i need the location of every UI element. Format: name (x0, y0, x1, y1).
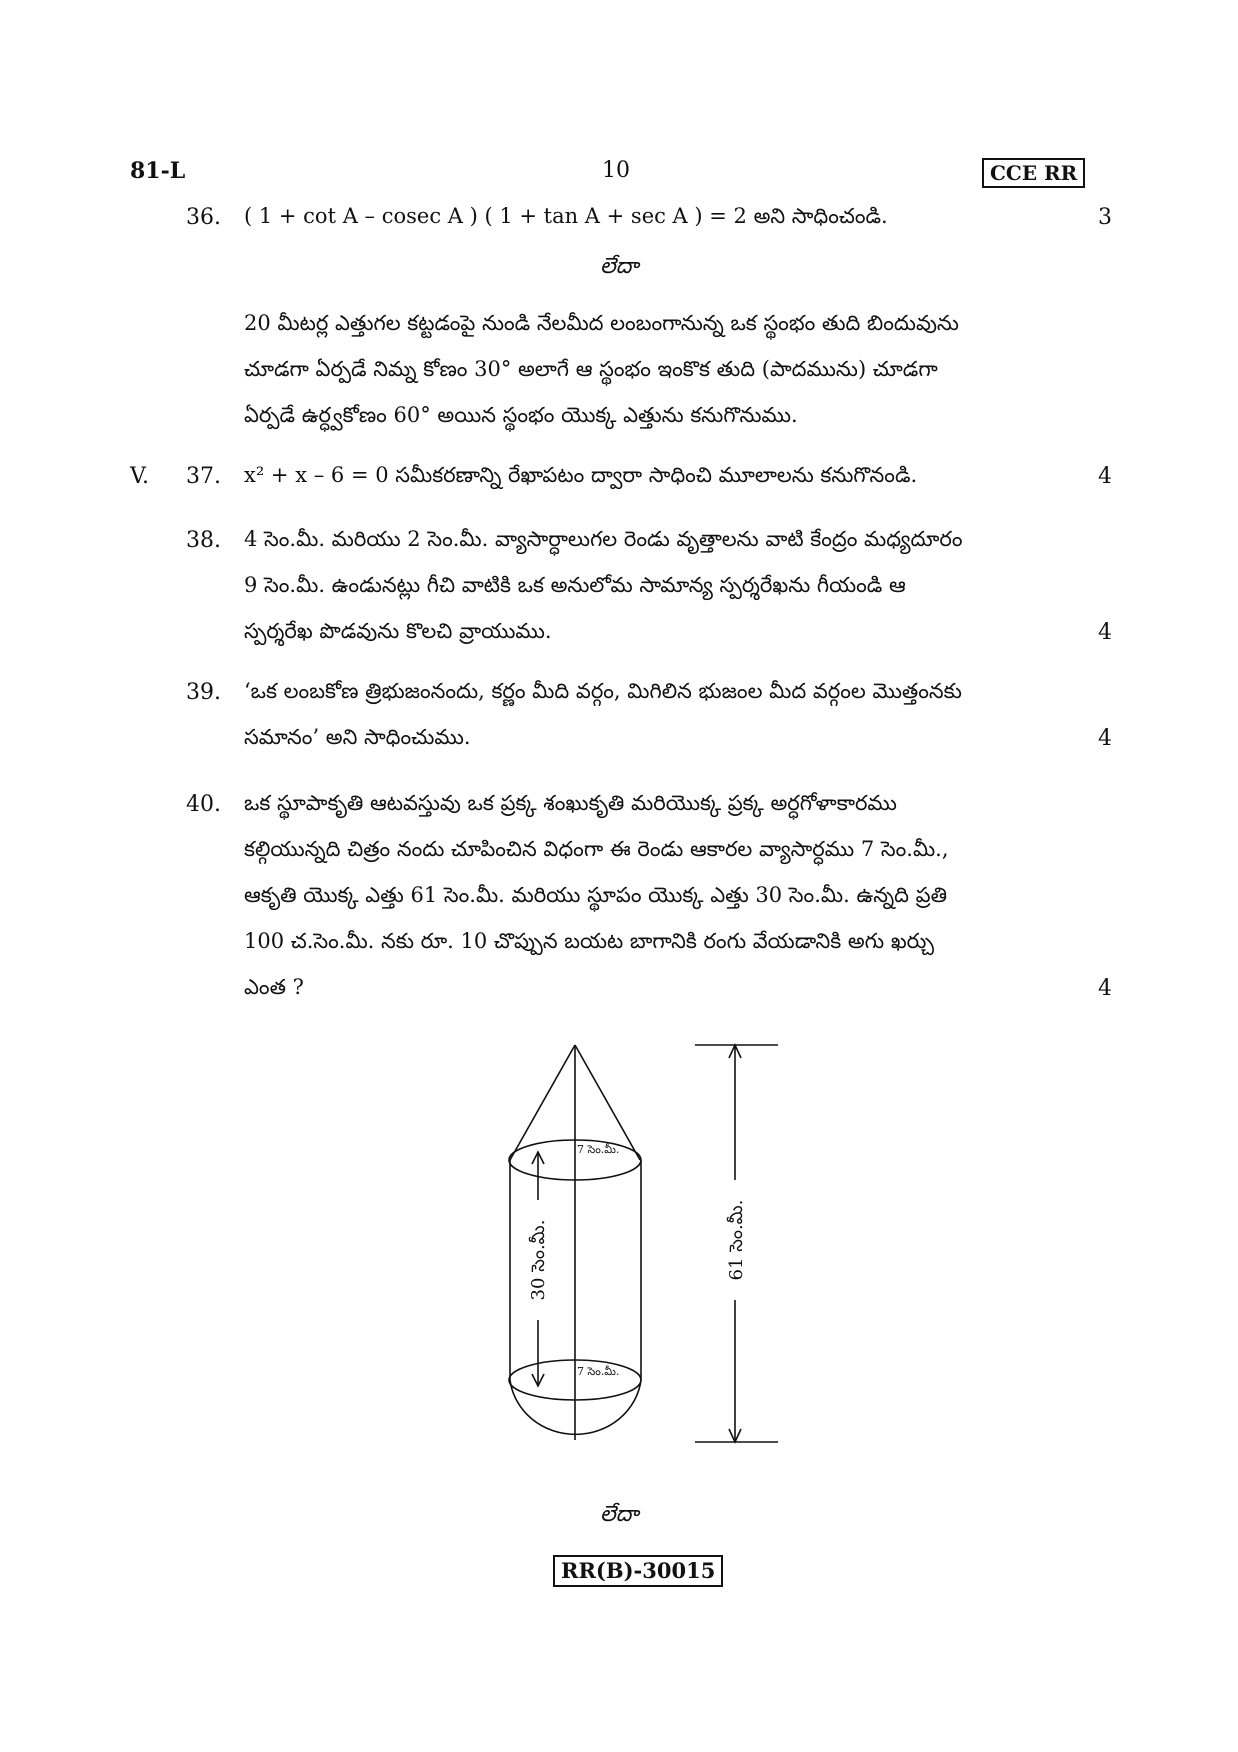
question-36-alt-line3: ఏర్పడే ఉర్ధ్వకోణం 60° అయిన స్థంభం యొక్క ఎత్తును కనుగొనుము. (244, 403, 798, 427)
question-36-alt-line2: చూడగా ఏర్పడే నిమ్న కోణం 30° అలాగే ఆ స్థంభం ఇంకొక తుది (పాదమును) చూడగా (244, 357, 938, 381)
series-box: CCE RR (982, 158, 1085, 188)
paper-code: 81-L (130, 158, 186, 184)
question-40-line3: ఆకృతి యొక్క ఎత్తు 61 సెం.మీ. మరియు స్థూపం యొక్క ఎత్తు 30 సెం.మీ. ఉన్నది ప్రతి (244, 883, 948, 907)
footer-code-box: RR(B)-30015 (553, 1555, 723, 1587)
question-39-line1: ‘ఒక లంబకోణ త్రిభుజంనందు, కర్ణం మీది వర్గం, మిగిలిన భుజంల మీద వర్గంల మొత్తంనకు (244, 679, 962, 703)
question-40-line5: ఎంత ? (244, 975, 304, 999)
question-40-line2: కల్గియున్నది చిత్రం నందు చూపించిన విధంగా ఈ రెండు ఆకారల వ్యాసార్ధము 7 సెం.మీ., (244, 837, 949, 861)
bottom-or-label: లేదా (600, 1502, 639, 1527)
page-number: 10 (602, 158, 630, 183)
question-40-number: 40. (186, 792, 221, 817)
radius-label-top: 7 సెం.మీ. (577, 1143, 620, 1156)
total-height-label: 61 సెం.మీ. (726, 1199, 747, 1281)
question-38-marks: 4 (1098, 620, 1112, 645)
question-39-marks: 4 (1098, 726, 1112, 751)
question-38-line3: స్పర్శరేఖ పొడవును కొలచి వ్రాయుము. (244, 619, 552, 643)
question-36-marks: 3 (1098, 205, 1112, 230)
toy-figure (480, 1030, 810, 1470)
question-38-line2: 9 సెం.మీ. ఉండునట్లు గీచి వాటికి ఒక అనులోమ సామాన్య స్పర్శరేఖను గీయండి ఆ (244, 573, 906, 597)
question-37-number: 37. (186, 464, 221, 489)
question-39-number: 39. (186, 680, 221, 705)
question-37-marks: 4 (1098, 464, 1112, 489)
question-36-alt-line1: 20 మీటర్ల ఎత్తుగల కట్టడంపై నుండి నేలమీద లంబంగానున్న ఒక స్థంభం తుది బిందువును (244, 311, 959, 335)
question-36-text: ( 1 + cot A – cosec A ) ( 1 + tan A + sec A ) = 2 అని సాధించండి. (244, 204, 888, 228)
question-40-line1: ఒక స్థూపాకృతి ఆటవస్తువు ఒక ప్రక్క శంఖుకృతి మరియొక్క ప్రక్క అర్ధగోళాకారము (244, 791, 897, 815)
section-label: V. (130, 464, 150, 489)
question-39-line2: సమానం’ అని సాధించుము. (244, 725, 471, 749)
question-40-marks: 4 (1098, 976, 1112, 1001)
question-38-number: 38. (186, 528, 221, 553)
question-37-text: x² + x – 6 = 0 సమీకరణాన్ని రేఖాపటం ద్వారా సాధించి మూలాలను కనుగొనండి. (244, 463, 918, 487)
question-36-number: 36. (186, 205, 221, 230)
question-40-line4: 100 చ.సెం.మీ. నకు రూ. 10 చొప్పున బయట బాగానికి రంగు వేయడానికి అగు ఖర్చు (244, 929, 934, 953)
radius-label-bottom: 7 సెం.మీ. (577, 1365, 620, 1378)
cylinder-height-label: 30 సెం.మీ. (528, 1219, 549, 1301)
or-label: లేదా (600, 254, 639, 279)
question-38-line1: 4 సెం.మీ. మరియు 2 సెం.మీ. వ్యాసార్ధాలుగల రెండు వృత్తాలను వాటి కేంద్రం మధ్యదూరం (244, 527, 963, 551)
